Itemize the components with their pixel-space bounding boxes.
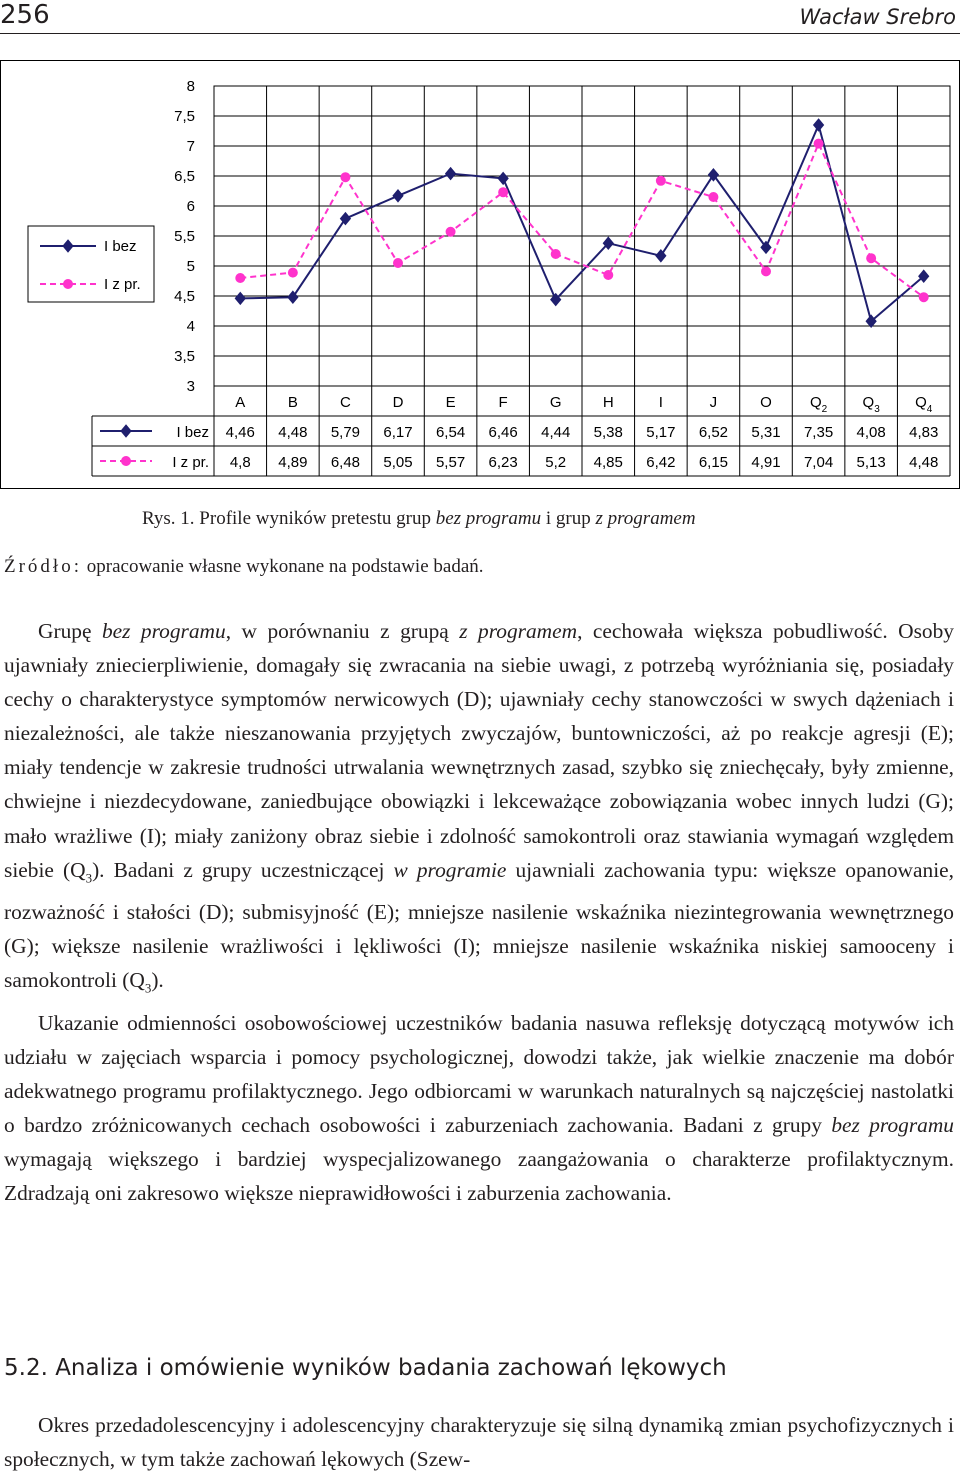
table-cell-value: 6,52: [698, 424, 729, 441]
table-cell-value: 5,2: [545, 454, 567, 471]
table-series-name: I z pr.: [172, 454, 209, 471]
table-series-name: I bez: [176, 424, 209, 441]
x-tick-label: G: [549, 394, 562, 411]
series-2-point: [814, 139, 823, 148]
table-cell-value: 6,42: [646, 454, 676, 471]
table-cell-value: 4,89: [278, 454, 308, 471]
table-cell-value: 5,17: [646, 424, 676, 441]
table-cell-value: 4,83: [909, 424, 939, 441]
x-tick-label: B: [287, 394, 298, 411]
y-tick-label: 7,5: [174, 108, 195, 125]
series-2-point: [656, 176, 665, 185]
table-legend-marker: [121, 425, 131, 437]
table-cell-value: 4,48: [278, 424, 308, 441]
table-cell-value: 5,05: [383, 454, 413, 471]
x-tick-label: $Q_3$: [862, 394, 880, 415]
table-cell-value: 7,04: [803, 454, 834, 471]
y-tick-label: 4: [186, 318, 195, 335]
series-2-point: [499, 188, 508, 197]
table-cell-value: 4,44: [541, 424, 571, 441]
body-text: [4, 614, 954, 1210]
series-2-point: [341, 173, 350, 182]
x-tick-label: I: [658, 394, 663, 411]
series-2-point: [394, 259, 403, 268]
legend-marker: [64, 280, 73, 289]
series-2-point: [762, 267, 771, 276]
table-cell-value: 4,8: [229, 454, 251, 471]
table-cell-value: 7,35: [803, 424, 834, 441]
y-tick-label: 6,5: [174, 168, 195, 185]
series-2-point: [709, 193, 718, 202]
table-cell-value: 6,23: [488, 454, 518, 471]
table-cell-value: 6,54: [435, 424, 466, 441]
legend-marker: [63, 240, 73, 252]
x-tick-label: D: [392, 394, 404, 411]
running-head-author: Wacław Srebro: [799, 5, 956, 29]
table-cell-value: 5,79: [330, 424, 361, 441]
y-tick-label: 6: [186, 198, 195, 215]
x-tick-label: O: [760, 394, 772, 411]
x-tick-label: H: [602, 394, 614, 411]
source-label: Źródło:: [4, 556, 82, 577]
y-tick-label: 4,5: [174, 288, 195, 305]
x-tick-label: $Q_2$: [809, 394, 828, 415]
table-cell-value: 5,13: [856, 454, 886, 471]
paragraph-3: Okres przedadolescencyjny i adolescencyjny charakteryzuje się silną dynamiką zmian psychofizycznych i społecznych, w tym także zachowań lękowych (Szew-: [4, 1413, 954, 1472]
series-2-point: [919, 293, 928, 302]
legend-label: I bez: [104, 238, 137, 255]
table-cell-value: 6,46: [488, 424, 518, 441]
table-cell-value: 5,38: [593, 424, 623, 441]
y-tick-label: 7: [186, 138, 195, 155]
table-cell-value: 4,46: [225, 424, 255, 441]
series-2-point: [236, 274, 245, 283]
figure-source: Źródło: opracowanie własne wykonane na podstawie badań.: [4, 556, 484, 577]
series-2-point: [551, 250, 560, 259]
legend-label: I z pr.: [104, 276, 141, 293]
x-tick-label: F: [498, 394, 508, 411]
table-cell-value: 4,91: [751, 454, 781, 471]
table-cell-value: 4,85: [593, 454, 623, 471]
section-body: [4, 1408, 954, 1476]
table-cell-value: 6,48: [330, 454, 361, 471]
profile-chart: [0, 60, 960, 490]
table-cell-value: 5,31: [751, 424, 781, 441]
paragraph-2: Ukazanie odmienności osobowościowej uczestników badania nasuwa refleksję dotyczącą motywów ich udziału w zajęciach wsparcia i pomocy psychologicznej, dowodzi także, jak wielkie znaczenie ma dobór adekwatnego programu profilaktycznego. Jego odbiorcami w warunkach naturalnych są najczęściej nastolatki o bardzo zróżnicowanych cechach osobowości i zaburzeniach zachowania. Badani z grupy bez programu wymagają większego i bardziej wyspecjalizowanego zaangażowania o charakterze profilaktycznym. Zdradzają oni zakresowo większe nieprawidłowości i zaburzenia zachowania.: [4, 1010, 954, 1206]
table-legend-marker: [122, 457, 131, 466]
x-tick-label: E: [445, 394, 456, 411]
y-tick-label: 8: [186, 78, 195, 95]
series-2-point: [867, 254, 876, 263]
header-rule: [0, 33, 960, 34]
table-cell-value: 6,15: [698, 454, 729, 471]
figure-caption: Rys. 1. Profile wyników pretestu grup bez programu i grup z programem: [142, 508, 696, 529]
table-cell-value: 4,08: [856, 424, 886, 441]
table-cell-value: 5,57: [435, 454, 466, 471]
table-cell-value: 4,48: [909, 454, 939, 471]
y-tick-label: 5: [186, 258, 195, 275]
page-number: 256: [0, 0, 50, 30]
x-tick-label: A: [235, 394, 246, 411]
page-header: [0, 0, 960, 36]
x-tick-label: $Q_4$: [915, 394, 933, 415]
y-tick-label: 5,5: [174, 228, 195, 245]
series-2-point: [604, 271, 613, 280]
y-tick-label: 3,5: [174, 348, 195, 365]
x-tick-label: J: [709, 394, 718, 411]
table-cell-value: 6,17: [383, 424, 413, 441]
section-heading: 5.2. Analiza i omówienie wyników badania zachowań lękowych: [4, 1355, 727, 1381]
y-tick-label: 3: [186, 378, 195, 395]
series-2-point: [446, 227, 455, 236]
paragraph-1: Grupę bez programu, w porównaniu z grupą z programem, cechowała większa pobudliwość. Osoby ujawniały zniecierpliwienie, domagały się zwracania na siebie uwagi, z potrzebą wyróżniania się, posiadały cechy o charakterystyce symptomów nerwicowych (D); ujawniały cechy stanowczości w swych dążeniach i niezależności, ale także nieszanowania przyjętych zwyczajów, buntowniczości, aż po reakcje agresji (E); miały tendencje w zakresie trudności utrwalania wewnętrznych zasad, szybko się zniechęcały, były zmienne, chwiejne i niezdecydowane, zaniedbujące obowiązki i lekceważące zobowiązania wobec innych ludzi (G); mało wrażliwe (I); miały zaniżony obraz siebie i zdolność samokontroli oraz stawiania wymagań względem siebie $(Q_3)$. Badani z grupy uczestniczącej w programie ujawniali zachowania typu: większe opanowanie, rozważność i stałości (D); submisyjność (E); mniejsze nasilenie wskaźnika niezintegrowania wewnętrznego (G); większe nasilenie wrażliwości i lękliwości (I); mniejsze nasilenie wskaźnika niskiej samooceny i samokontroli $(Q_3)$.: [4, 619, 954, 996]
series-2-point: [288, 268, 297, 277]
x-tick-label: C: [340, 394, 351, 411]
